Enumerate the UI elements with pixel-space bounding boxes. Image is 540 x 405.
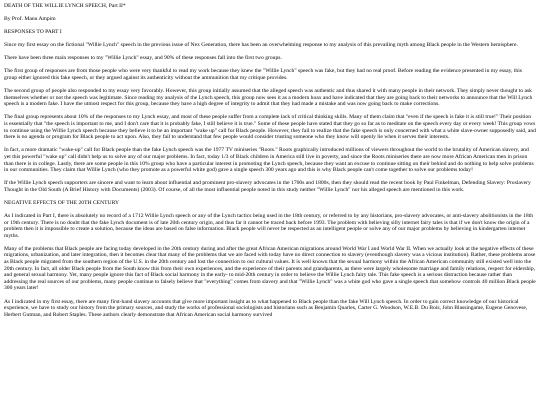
section-heading-responses: RESPONSES TO PART I: [4, 29, 62, 36]
paragraph: Since my first essay on the fictional "Willie Lynch" speech in the previous issue of Nex Generation, there has been an overwhelming response to my analysis of this prevailing myth among Black people in the Western hemisphere.: [4, 42, 518, 49]
paragraph: As I indicated in Part I, there is absolutely no record of a 1712 Willie Lynch speech or any of the Lynch tactics being used in the 18th century, or referred to by any historians, pro-slavery advocates, or anti-slavery abolitionists in the 18th or 19th century. There is no doubt that the fake Lynch document is of late 20th century origin, and thus far it cannot be traced back before 1993. The problem with believing silly internet fairy tales is that if we don't know the origin of a problem then it is impossible to create a solution, because the ideas are based on false information. Black people will never be respected as an intelligent people or solve any of our major problems by believing in kindergarten internet myths.: [4, 212, 534, 239]
article-title: DEATH OF THE WILLIE LYNCH SPEECH, Part II*: [4, 3, 126, 9]
byline: By Prof. Manu Ampim: [4, 16, 56, 23]
section-heading-negative-effects: NEGATIVE EFFECTS OF THE 20TH CENTURY: [4, 199, 120, 206]
paragraph: Many of the problems that Black people are facing today developed in the 20th century during and after the great African American migrations around World War I and World War II. When we actually look at the negative effects of these migrations, urbanization, and later integration, then it becomes clear that many of the problems that we are faced with today have no direct connection to slavery (eventhough slavery was a vicious institution). Rather, these problems arose as Black people migrated from the southern region of the U.S. in the 20th century and lost the connection to our cultural values. It is well known that the sexual harmony within the African American community still existed well into the 20th century. In fact, all older Black people from the South know this from their own experiences, and the experience of their parents and grandparents, as there were largely wholesome marriage and family relations, respect for eldership, and general sexual harmony. Yet, many people ignore this fact of Black social harmony in the early- to mid-20th century in order to believe the Willie Lynch fairy tale. This fake speech is a serious distraction because rather than addressing the real sources of our problems, many people continue to falsely believe that "everything" comes from slavery and that "Willie Lynch" was a white god who gave a single speech that somehow controls 40 million Black people 300 years later!: [4, 245, 536, 292]
paragraph: The final group represents about 10% of the responses to my Lynch essay, and most of these people suffer from a complete lack of critical thinking skills. Many of them claim that "even if the speech is fake it is still true!" Their position is essentially that "the speech is important to me, and I don't care that it is probably fake, I still believe it is true." Some of these people have stated that they go so far as to meditate on the speech every day or every week! This group vows to continue using the Willie Lynch speech because they believe it to be an important "wake up" call for Black people. However, they fail to realize that the fake speech is only concerned with what a white slave-owner supposedly said, and there is no agenda or program for Black people to act upon. Also, they fail to understand that few people would consider trusting someone who they know will openly lie when it serves their interests.: [4, 114, 536, 141]
paragraph: The second group of people also responded to my essay very favorably. However, this group initially assumed that the alleged speech was authentic and thus shared it with many people in their network. They simply never thought to ask themselves whether or not the speech was legitimate. Since reading my analysis of the Lynch speech, this group now sees it as a modern hoax and have indicated that they are going back to their networks to announce that the Will Lynch speech is a modern fake. I have the utmost respect for this group, because they have a high degree of integrity to admit that they had made a mistake and was now going back to make corrections.: [4, 88, 533, 108]
paragraph: In fact, a more dramatic "wake-up" call for Black people than the fake Lynch speech was the 1977 TV miniseries "Roots." Roots graphically introduced millions of viewers throughout the world to the brutality of American slavery, and yet this powerful "wake up" call didn't help us to solve any of our major problems. In fact, today 1/3 of Black children in America still live in poverty, and since the Roots miniseries there are now more African American men in prison than there is in college. Lastly, there are some people in this 10% group who have a particular interest in promoting the Lynch speech, because they want an excuse to continue sitting on their behind and do nothing to help solve problems in our communities. They claim that Willie Lynch (who they promote as a powerful white god) gave a single speech 300 years ago and this is why Black people can't come together to solve our problems today!: [4, 147, 534, 174]
paragraph: As I indicated in my first essay, there are many first-hand slavery accounts that give more important insight as to what happened to Black people than the fake Will Lynch speech. In order to gain correct knowledge of our historical experience, we have to study our history from the primary sources, and study the works of professional sociologists and historians such as Benjamin Quarles, Carter G. Woodson, W.E.B. Du Bois, John Blassingame, Eugene Genovese, Herbert Gutman, and Robert Staples. These authors clearly demonstrate that African American social harmony survived: [4, 298, 528, 318]
paragraph: If the Willie Lynch speech supporters are sincere and want to learn about influential and prominent pro-slavery advocates in the 1700s and 1800s, then they should read the recent book by Paul Finkelman, Defending Slavery: Proslavery Thought in the Old South (A Brief History with Documents) (2003). Of course, of all the most influential people noted in this study neither "Willie Lynch" nor his alleged speech are mentioned in this work.: [4, 180, 531, 193]
paragraph: The first group of responses are from those people who were very thankful to read my work because they knew the "Willie Lynch" speech was fake, but they had no real proof. Before reading the evidence presented in my essay, this group either ignored this fake speech, or they argued against its authenticity without the ammunition that my critique provides.: [4, 68, 522, 82]
paragraph: There have been three main responses to my "Willie Lynch" essay, and 90% of these responses fall into the first two groups.: [4, 55, 282, 62]
